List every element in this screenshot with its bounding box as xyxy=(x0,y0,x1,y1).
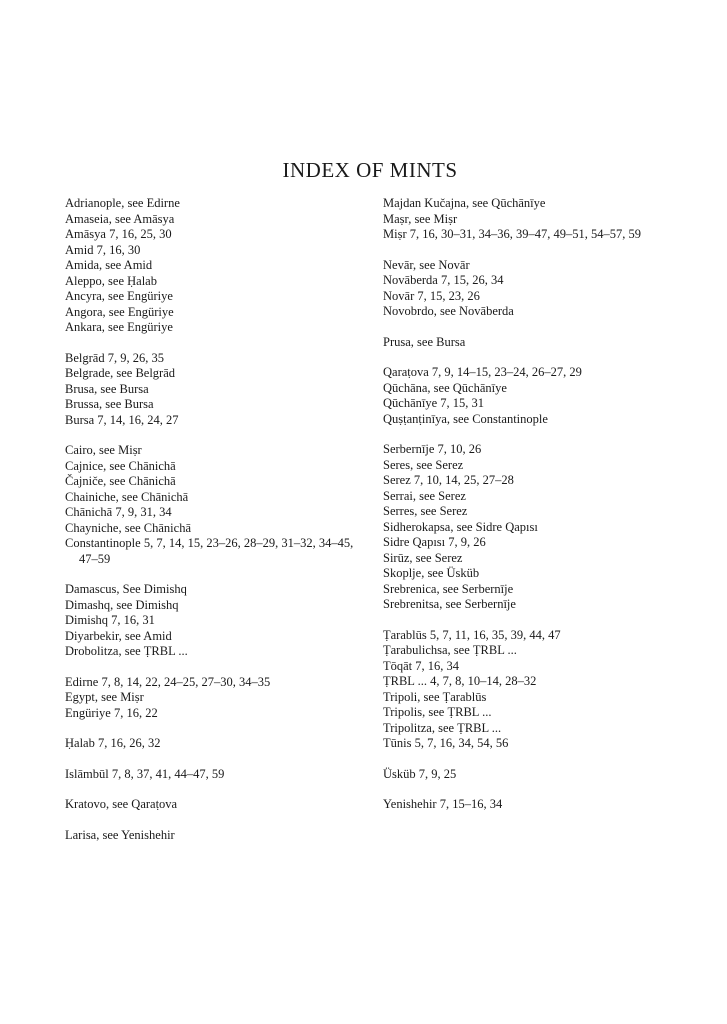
index-entry-continuation: 47–59 xyxy=(79,551,111,566)
index-entry: Serrai, see Serez xyxy=(383,488,466,503)
index-entry: Belgrade, see Belgrād xyxy=(65,366,176,380)
index-group-n xyxy=(383,258,683,320)
index-entry: Qūchāna, see Qūchānīye xyxy=(383,380,507,395)
right-column xyxy=(383,196,683,828)
index-group-s xyxy=(383,442,683,613)
index-entry: ṬRBL ... 4, 7, 8, 10–14, 28–32 xyxy=(383,674,537,688)
page-title: INDEX OF MINTS xyxy=(282,158,458,182)
index-entry: Ṭarablūs 5, 7, 11, 16, 35, 39, 44, 47 xyxy=(383,627,561,642)
index-entry-line: Constantinople 5, 7, 14, 15, 23–26, 28–29, 31–32, 34–45, xyxy=(65,536,354,550)
index-entry: Dimishq 7, 16, 31 xyxy=(65,613,155,627)
index-entry: Yenishehir 7, 15–16, 34 xyxy=(383,797,503,811)
index-entry: Serez 7, 10, 14, 25, 27–28 xyxy=(383,473,514,487)
index-entry: Majdan Kučajna, see Qūchānīye xyxy=(383,196,546,210)
index-group-q xyxy=(383,365,683,427)
index-entry: Ḥalab 7, 16, 26, 32 xyxy=(65,736,161,750)
index-entry: Damascus, See Dimishq xyxy=(65,582,187,596)
index-entry: Aleppo, see Ḥalab xyxy=(65,273,157,288)
index-entry: Čajniče, see Chānichā xyxy=(65,474,176,488)
index-entry: Quṣṭanṭinīya, see Constantinople xyxy=(383,411,548,426)
index-entry: Amaseia, see Amāsya xyxy=(65,211,175,226)
index-entry: Adrianople, see Edirne xyxy=(65,196,180,210)
index-group-l xyxy=(65,828,365,844)
index-entry: Brusa, see Bursa xyxy=(65,381,149,396)
index-entry: Tripoli, see Ṭarablūs xyxy=(383,689,487,704)
index-entry: Serbernīje 7, 10, 26 xyxy=(383,442,482,456)
index-group-e xyxy=(65,675,365,722)
index-entry: Tripolitza, see ṬRBL ... xyxy=(383,720,502,735)
index-entry: Dimashq, see Dimishq xyxy=(65,597,179,612)
index-group-y xyxy=(383,797,683,813)
index-entry: Edirne 7, 8, 14, 22, 24–25, 27–30, 34–35 xyxy=(65,674,271,689)
index-group-c xyxy=(65,443,365,567)
index-group-d xyxy=(65,582,365,660)
index-entry-constantinople xyxy=(65,536,365,567)
index-entry: Cairo, see Miṣr xyxy=(65,443,142,457)
index-entry: Amid 7, 16, 30 xyxy=(65,242,141,257)
index-group-u xyxy=(383,767,683,783)
index-entry: Kratovo, see Qaraṭova xyxy=(65,797,178,811)
index-entry: Tōqāt 7, 16, 34 xyxy=(383,658,460,673)
index-entry: Prusa, see Bursa xyxy=(383,334,466,349)
index-entry: Tūnis 5, 7, 16, 34, 54, 56 xyxy=(383,736,509,750)
index-entry: Ṭarabulichsa, see ṬRBL ... xyxy=(383,643,517,657)
index-entry: Bursa 7, 14, 16, 24, 27 xyxy=(65,412,179,427)
index-entry: Islāmbūl 7, 8, 37, 41, 44–47, 59 xyxy=(65,766,225,781)
index-entry: Diyarbekir, see Amid xyxy=(65,628,172,643)
index-entry: Chānichā 7, 9, 31, 34 xyxy=(65,505,172,519)
index-entry: Ancyra, see Engüriye xyxy=(65,289,173,303)
index-group-p xyxy=(383,335,683,351)
index-group-k xyxy=(65,797,365,813)
index-entry: Angora, see Engüriye xyxy=(65,304,174,319)
index-entry: Sidre Qapısı 7, 9, 26 xyxy=(383,535,486,549)
index-entry: Drobolitza, see ṬRBL ... xyxy=(65,644,188,658)
index-entry: Maṣr, see Miṣr xyxy=(383,211,458,226)
index-entry: Srebrenitsa, see Serbernīje xyxy=(383,597,516,611)
index-entry: Qūchānīye 7, 15, 31 xyxy=(383,396,485,410)
index-entry: Üsküb 7, 9, 25 xyxy=(383,766,457,781)
index-entry: Miṣr 7, 16, 30–31, 34–36, 39–47, 49–51, 54–57, 59 xyxy=(383,227,641,241)
index-entry: Tripolis, see ṬRBL ... xyxy=(383,705,492,719)
index-group-b xyxy=(65,351,365,429)
left-column xyxy=(65,196,365,858)
index-group-m xyxy=(383,196,683,243)
index-entry: Novobrdo, see Novāberda xyxy=(383,304,514,318)
index-entry: Chayniche, see Chānichā xyxy=(65,520,191,535)
index-entry: Cajnice, see Chānichā xyxy=(65,458,176,473)
index-entry: Qaraṭova 7, 9, 14–15, 23–24, 26–27, 29 xyxy=(383,365,582,379)
index-group-i xyxy=(65,767,365,783)
index-entry: Belgrād 7, 9, 26, 35 xyxy=(65,350,164,365)
index-group-a xyxy=(65,196,365,336)
index-entry: Nevār, see Novār xyxy=(383,257,470,272)
index-entry: Larisa, see Yenishehir xyxy=(65,827,175,842)
index-entry: Sidherokapsa, see Sidre Qapısı xyxy=(383,519,538,534)
index-entry: Chainiche, see Chānichā xyxy=(65,489,189,504)
index-entry: Novār 7, 15, 23, 26 xyxy=(383,288,480,303)
index-entry: Skoplje, see Üsküb xyxy=(383,566,480,580)
index-entry: Srebrenica, see Serbernīje xyxy=(383,581,514,596)
index-entry: Engüriye 7, 16, 22 xyxy=(65,705,158,720)
index-entry: Brussa, see Bursa xyxy=(65,397,154,411)
index-entry: Serres, see Serez xyxy=(383,504,468,518)
index-entry: Amida, see Amid xyxy=(65,258,153,272)
index-group-h xyxy=(65,736,365,752)
index-entry: Novāberda 7, 15, 26, 34 xyxy=(383,273,504,287)
index-entry: Amāsya 7, 16, 25, 30 xyxy=(65,227,172,241)
index-entry: Sirūz, see Serez xyxy=(383,550,463,565)
index-group-t xyxy=(383,628,683,752)
index-entry: Seres, see Serez xyxy=(383,457,464,472)
index-entry: Ankara, see Engüriye xyxy=(65,320,173,334)
index-entry: Egypt, see Miṣr xyxy=(65,690,144,704)
